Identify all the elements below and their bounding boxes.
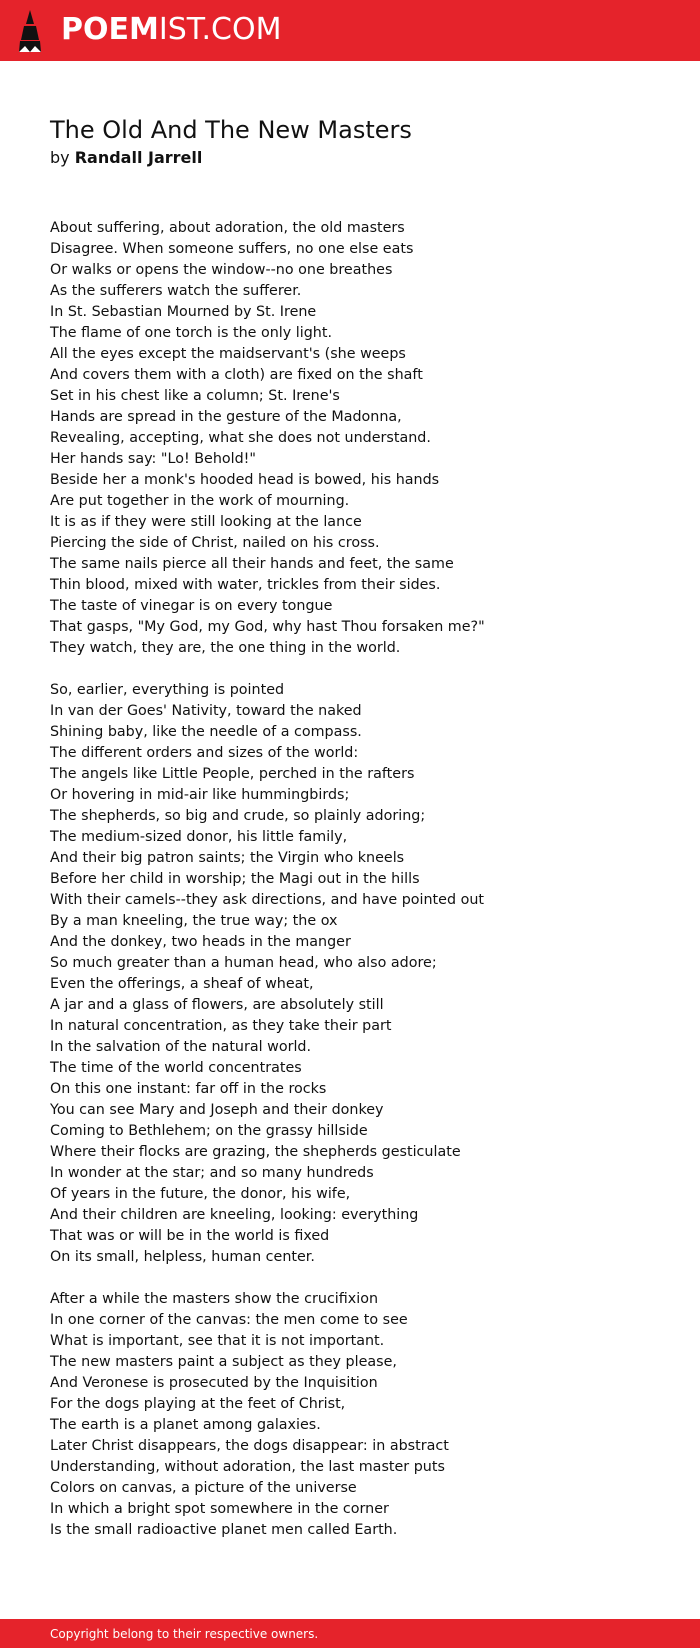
poem-line: It is as if they were still looking at the lance <box>50 514 362 530</box>
poem-line: Her hands say: "Lo! Behold!" <box>50 451 256 467</box>
poem-line: That was or will be in the world is fixed <box>50 1228 330 1244</box>
site-header <box>0 0 700 61</box>
poem-line: With their camels--they ask directions, and have pointed out <box>50 892 484 908</box>
poem-line: The angels like Little People, perched in the rafters <box>50 766 415 782</box>
byline <box>50 147 202 169</box>
poem-line: In the salvation of the natural world. <box>50 1039 312 1055</box>
poem-line: Even the offerings, a sheaf of wheat, <box>50 976 314 992</box>
copyright-text: Copyright belong to their respective owners. <box>50 1627 319 1641</box>
poem-line: All the eyes except the maidservant's (she weeps <box>50 346 406 362</box>
author-name: Randall Jarrell <box>74 148 203 167</box>
poem-line: Coming to Bethlehem; on the grassy hillside <box>50 1123 368 1139</box>
poem-line: In van der Goes' Nativity, toward the naked <box>50 703 362 719</box>
poem-line: And covers them with a cloth) are fixed on the shaft <box>50 367 423 383</box>
poem-line: The new masters paint a subject as they please, <box>50 1354 397 1370</box>
poem-line: The taste of vinegar is on every tongue <box>50 598 333 614</box>
poem-line: On its small, helpless, human center. <box>50 1249 315 1265</box>
poem-line: The medium-sized donor, his little family, <box>50 829 348 845</box>
poem-stanza <box>50 680 670 1268</box>
poem-line: In one corner of the canvas: the men come to see <box>50 1312 408 1328</box>
poem-line: Revealing, accepting, what she does not understand. <box>50 430 431 446</box>
poem-stanza <box>50 1289 670 1541</box>
brand-bold-text: POEM <box>61 12 159 47</box>
poem-line: Or hovering in mid-air like hummingbirds; <box>50 787 350 803</box>
poem-line: Later Christ disappears, the dogs disappear: in abstract <box>50 1438 449 1454</box>
poem-line: Colors on canvas, a picture of the universe <box>50 1480 357 1496</box>
poem-line: And the donkey, two heads in the manger <box>50 934 351 950</box>
poem-line: In St. Sebastian Mourned by St. Irene <box>50 304 317 320</box>
poem-line: A jar and a glass of flowers, are absolutely still <box>50 997 384 1013</box>
poem-line: Of years in the future, the donor, his wife, <box>50 1186 351 1202</box>
poem-line: As the sufferers watch the sufferer. <box>50 283 302 299</box>
poem-line: They watch, they are, the one thing in the world. <box>50 640 401 656</box>
pen-nib-icon[interactable] <box>17 10 43 52</box>
poem-line: The time of the world concentrates <box>50 1060 302 1076</box>
poem-line: So much greater than a human head, who also adore; <box>50 955 437 971</box>
poem-line: Before her child in worship; the Magi out in the hills <box>50 871 420 887</box>
poem-title: The Old And The New Masters <box>50 116 412 144</box>
poem-line: And their children are kneeling, looking: everything <box>50 1207 419 1223</box>
poem-line: Hands are spread in the gesture of the Madonna, <box>50 409 402 425</box>
poem-line: And their big patron saints; the Virgin who kneels <box>50 850 405 866</box>
poem-line: That gasps, "My God, my God, why hast Thou forsaken me?" <box>50 619 485 635</box>
poem-line: Thin blood, mixed with water, trickles from their sides. <box>50 577 441 593</box>
poem-line: The different orders and sizes of the world: <box>50 745 359 761</box>
poem-line: Or walks or opens the window--no one breathes <box>50 262 393 278</box>
poem-line: In which a bright spot somewhere in the corner <box>50 1501 389 1517</box>
site-footer <box>0 1619 700 1648</box>
poem-line: What is important, see that it is not important. <box>50 1333 385 1349</box>
poem-line: The flame of one torch is the only light. <box>50 325 333 341</box>
poem-line: Where their flocks are grazing, the shepherds gesticulate <box>50 1144 461 1160</box>
poem-line: By a man kneeling, the true way; the ox <box>50 913 338 929</box>
poem-body <box>50 218 670 1562</box>
poem-line: The same nails pierce all their hands and feet, the same <box>50 556 454 572</box>
poem-line: About suffering, about adoration, the old masters <box>50 220 405 236</box>
poem-line: On this one instant: far off in the rocks <box>50 1081 327 1097</box>
poem-line: For the dogs playing at the feet of Christ, <box>50 1396 346 1412</box>
poem-line: The earth is a planet among galaxies. <box>50 1417 321 1433</box>
poem-line: In wonder at the star; and so many hundreds <box>50 1165 374 1181</box>
poem-line: After a while the masters show the crucifixion <box>50 1291 379 1307</box>
poem-line: And Veronese is prosecuted by the Inquisition <box>50 1375 378 1391</box>
poem-line: Shining baby, like the needle of a compass. <box>50 724 362 740</box>
poem-line: Is the small radioactive planet men called Earth. <box>50 1522 398 1538</box>
brand-light-text: IST.COM <box>158 12 282 47</box>
poem-line: Piercing the side of Christ, nailed on his cross. <box>50 535 380 551</box>
poem-line: Are put together in the work of mourning. <box>50 493 350 509</box>
poem-line: Understanding, without adoration, the last master puts <box>50 1459 445 1475</box>
poem-line: The shepherds, so big and crude, so plainly adoring; <box>50 808 426 824</box>
poem-line: In natural concentration, as they take their part <box>50 1018 392 1034</box>
poem-line: Set in his chest like a column; St. Irene's <box>50 388 340 404</box>
site-logo-text[interactable] <box>61 11 281 49</box>
poem-stanza <box>50 218 670 659</box>
poem-line: So, earlier, everything is pointed <box>50 682 285 698</box>
poem-line: Beside her a monk's hooded head is bowed, his hands <box>50 472 440 488</box>
by-label: by <box>50 148 70 167</box>
poem-line: Disagree. When someone suffers, no one else eats <box>50 241 414 257</box>
poem-line: You can see Mary and Joseph and their donkey <box>50 1102 384 1118</box>
